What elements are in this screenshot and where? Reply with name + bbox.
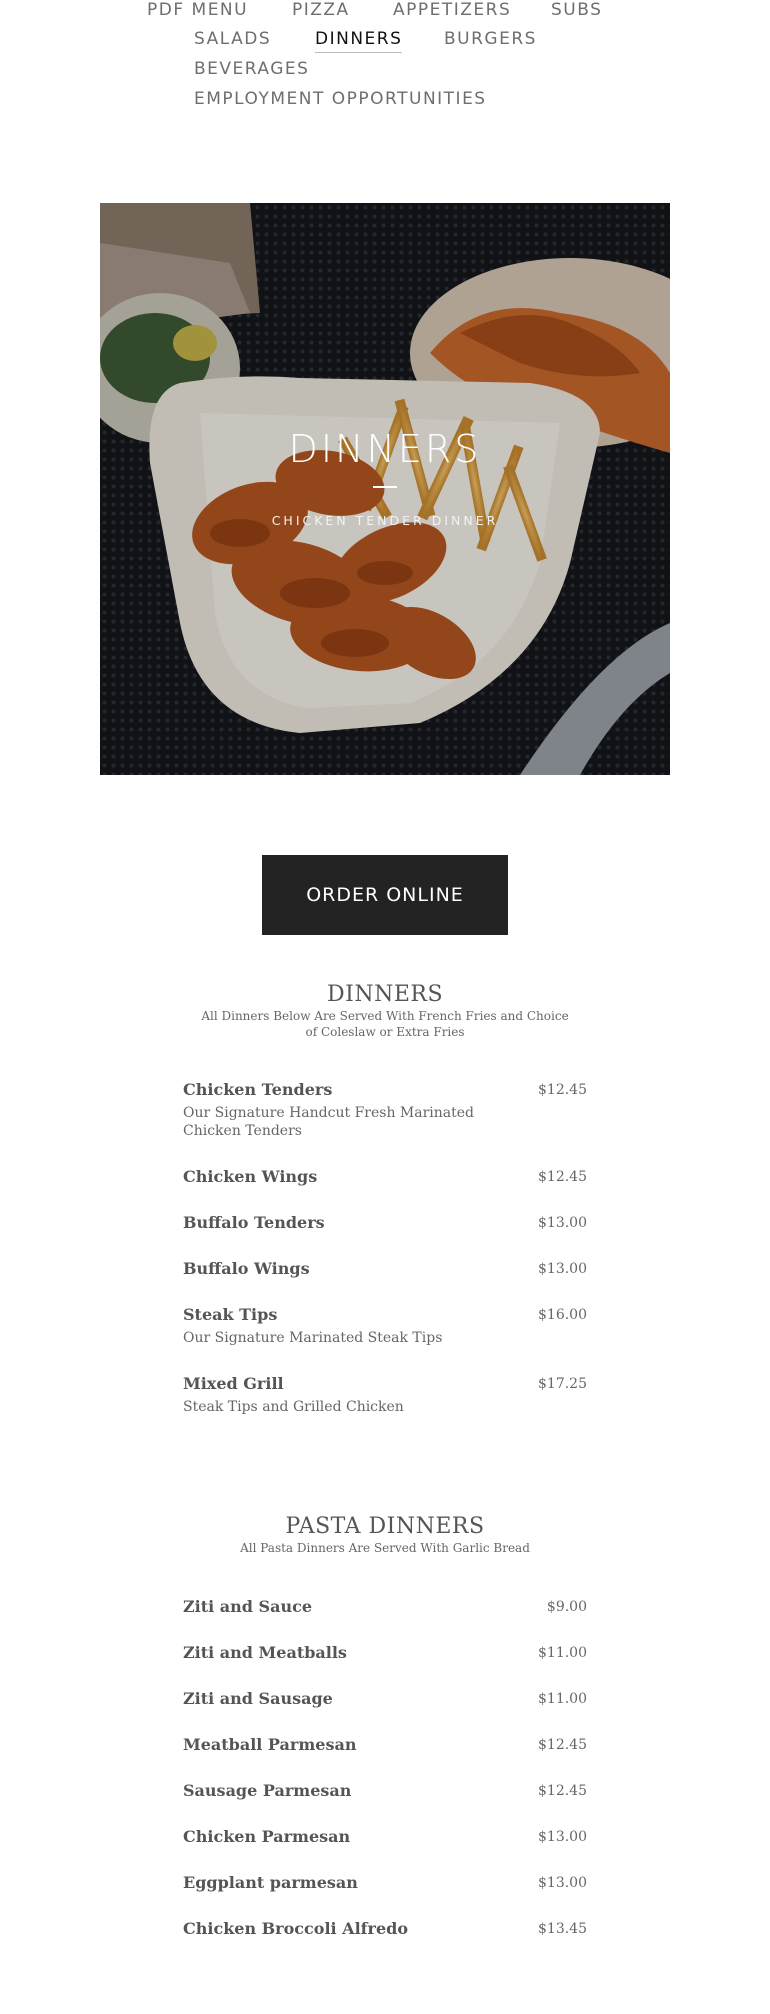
nav-pizza[interactable]: PIZZA [292,0,350,20]
menu-item [183,1305,587,1347]
menu-item-name: Chicken Tenders [183,1080,333,1099]
menu-item-price: $11.00 [538,1645,587,1661]
section-title: DINNERS [326,982,444,1007]
menu-item-price: $12.45 [538,1082,587,1098]
menu-item-name: Ziti and Sausage [183,1689,333,1708]
menu-item-price: $16.00 [538,1307,587,1323]
menu-item-price: $13.00 [538,1829,587,1845]
hero-divider [373,486,397,488]
section-description: All Dinners Below Are Served With French Fries and Choice of Coleslaw or Extra Fries [201,1009,569,1039]
hero-banner [100,203,670,775]
menu-item [183,1827,587,1847]
menu-item-name: Buffalo Tenders [183,1213,325,1232]
menu-item-price: $13.00 [538,1215,587,1231]
menu-item-description: Steak Tips and Grilled Chicken [183,1399,404,1415]
menu-item-price: $13.45 [538,1921,587,1937]
menu-item-description: Our Signature Handcut Fresh Marinated Chicken Tenders [183,1105,474,1139]
nav-appetizers[interactable]: APPETIZERS [393,0,512,20]
menu-item-price: $13.00 [538,1261,587,1277]
section-title: PASTA DINNERS [285,1514,485,1539]
menu-item-name: Buffalo Wings [183,1259,310,1278]
menu-item [183,1259,587,1279]
menu-item-name: Mixed Grill [183,1374,284,1393]
menu-item-name: Ziti and Sauce [183,1597,313,1616]
menu-item-price: $17.25 [538,1376,587,1392]
menu-item-price: $13.00 [538,1875,587,1891]
nav-dinners[interactable]: DINNERS [315,29,402,53]
menu-item-name: Chicken Broccoli Alfredo [183,1919,409,1938]
nav-burgers[interactable]: BURGERS [444,29,537,49]
menu-item-name: Meatball Parmesan [183,1735,357,1754]
menu-item [183,1873,587,1893]
section-description: All Pasta Dinners Are Served With Garlic Bread [240,1541,530,1555]
hero-subtitle: CHICKEN TENDER DINNER [271,513,499,528]
menu-item [183,1689,587,1709]
menu-item-name: Sausage Parmesan [183,1781,352,1800]
menu-item-price: $12.45 [538,1737,587,1753]
order-online-button[interactable]: ORDER ONLINE [262,855,508,935]
menu-item-name: Chicken Wings [183,1167,318,1186]
menu-item-price: $12.45 [538,1169,587,1185]
menu-item-price: $11.00 [538,1691,587,1707]
menu-item-name: Chicken Parmesan [183,1827,351,1846]
menu-item-price: $9.00 [546,1599,587,1615]
menu-item-description: Our Signature Marinated Steak Tips [183,1330,443,1346]
menu-item [183,1781,587,1801]
nav-beverages[interactable]: BEVERAGES [194,59,310,79]
menu-item-price: $12.45 [538,1783,587,1799]
menu-item [183,1213,587,1233]
hero-title: DINNERS [288,427,482,471]
menu-item-name: Steak Tips [183,1305,278,1324]
menu-item [183,1374,587,1416]
nav-subs[interactable]: SUBS [551,0,603,20]
menu-item [183,1080,587,1140]
menu-item [183,1919,587,1939]
menu-item-name: Ziti and Meatballs [183,1643,347,1662]
menu-item [183,1167,587,1187]
menu-item [183,1643,587,1663]
nav-pdf-menu[interactable]: PDF MENU [147,0,249,20]
menu-item [183,1735,587,1755]
hero-food-photo [100,203,670,775]
menu-item-name: Eggplant parmesan [183,1873,358,1892]
menu-item [183,1597,587,1617]
nav-employment-opportunities[interactable]: EMPLOYMENT OPPORTUNITIES [194,89,487,109]
nav-salads[interactable]: SALADS [194,29,272,49]
